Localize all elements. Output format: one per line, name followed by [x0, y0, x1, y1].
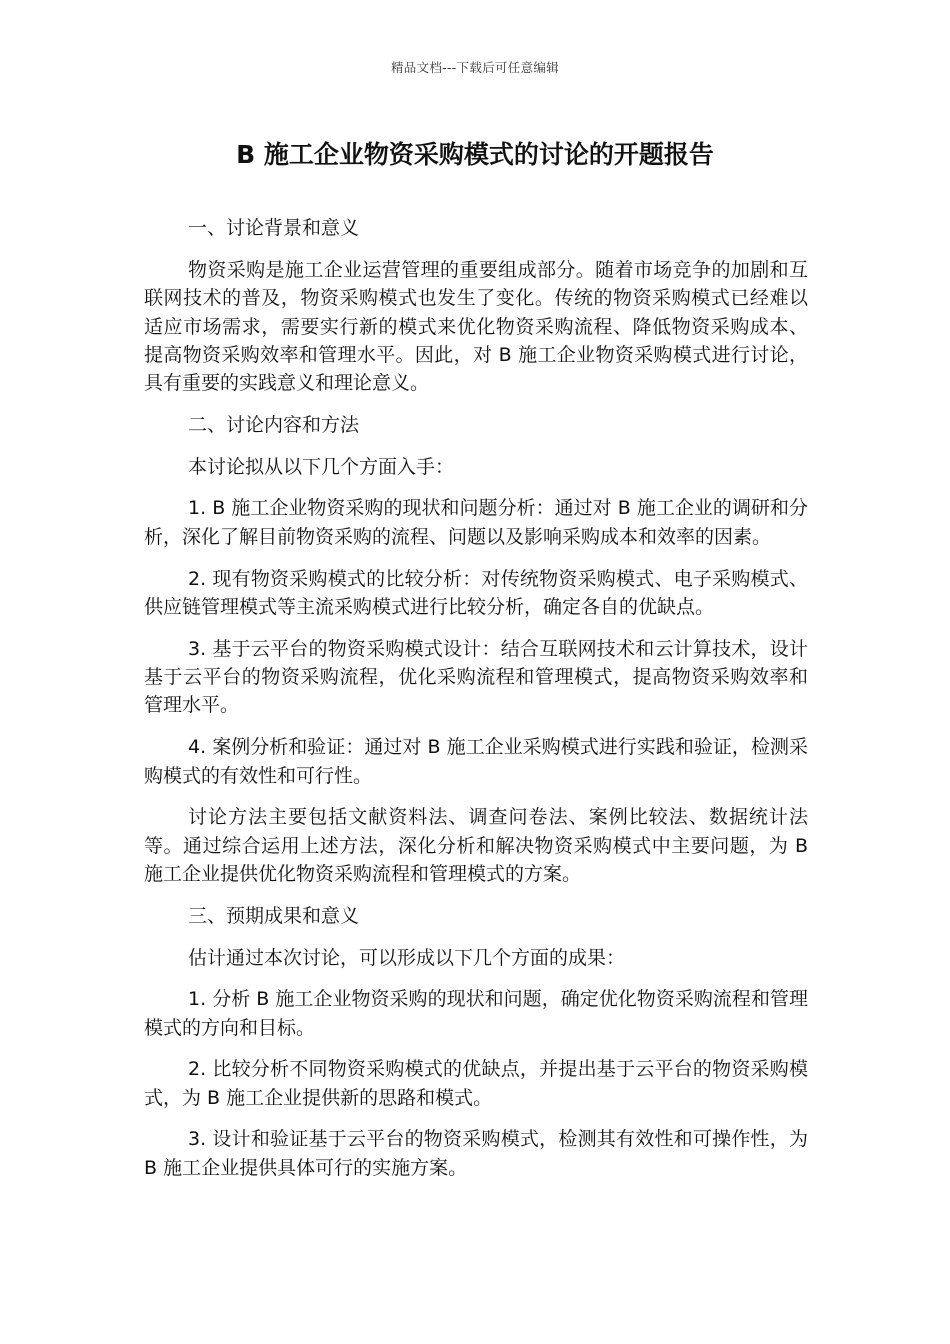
result-item-3: 3. 设计和验证基于云平台的物资采购模式，检测其有效性和可操作性，为 B 施工企业提供具体可行的实施方案。: [144, 1128, 808, 1179]
section-heading-background: 一、讨论背景和意义: [188, 217, 360, 239]
result-item-1: 1. 分析 B 施工企业物资采购的现状和问题，确定优化物资采购流程和管理模式的方向和目标。: [144, 988, 808, 1039]
page-header: 精品文档---下载后可任意编辑: [390, 60, 560, 75]
list-item-2: 2. 现有物资采购模式的比较分析：对传统物资采购模式、电子采购模式、供应链管理模式等主流采购模式进行比较分析，确定各自的优缺点。: [144, 567, 808, 618]
paragraph-intro: 本讨论拟从以下几个方面入手：: [188, 455, 455, 478]
list-item-1: 1. B 施工企业物资采购的现状和问题分析：通过对 B 施工企业的调研和分析，深化了解目前物资采购的流程、问题以及影响采购成本和效率的因素。: [144, 497, 808, 548]
section-heading-content-method: 二、讨论内容和方法: [188, 414, 360, 437]
paragraph-results-intro: 估计通过本次讨论，可以形成以下几个方面的成果：: [188, 946, 626, 969]
list-item-4: 4. 案例分析和验证：通过对 B 施工企业采购模式进行实践和验证，检测采购模式的有效性和可行性。: [144, 736, 808, 787]
paragraph-background: 物资采购是施工企业运营管理的重要组成部分。随着市场竞争的加剧和互联网技术的普及，物资采购模式也发生了变化。传统的物资采购模式已经难以适应市场需求，需要实行新的模式来优化物资采购流程、降低物资采购成本、提高物资采购效率和管理水平。因此，对 B 施工企业物资采购模式进行讨论，具有重要的实践意义和理论意义。: [144, 258, 808, 395]
document-body: [144, 214, 808, 1196]
document-title: B 施工企业物资采购模式的讨论的开题报告: [236, 140, 714, 169]
result-item-2: 2. 比较分析不同物资采购模式的优缺点，并提出基于云平台的物资采购模式，为 B 施工企业提供新的思路和模式。: [144, 1058, 808, 1109]
paragraph-methods: 讨论方法主要包括文献资料法、调查问卷法、案例比较法、数据统计法等。通过综合运用上述方法，深化分析和解决物资采购模式中主要问题，为 B 施工企业提供优化物资采购流程和管理模式的方案。: [144, 806, 808, 886]
list-item-3: 3. 基于云平台的物资采购模式设计：结合互联网技术和云计算技术，设计基于云平台的物资采购流程，优化采购流程和管理模式，提高物资采购效率和管理水平。: [144, 637, 808, 717]
section-heading-results: 三、预期成果和意义: [188, 904, 360, 927]
